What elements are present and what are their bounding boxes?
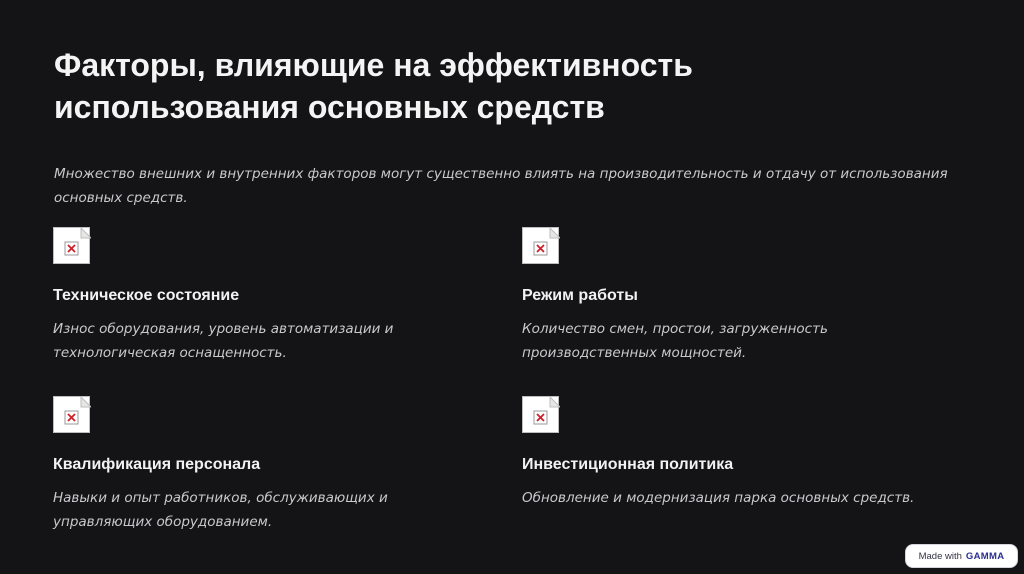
broken-image-icon — [522, 396, 559, 433]
factor-description: Обновление и модернизация парка основных средств. — [522, 490, 915, 506]
factor-title: Режим работы — [522, 287, 638, 304]
broken-image-icon — [53, 396, 90, 433]
gamma-logo: GAMMA — [965, 550, 1005, 562]
broken-image-icon — [53, 227, 90, 264]
factor-title: Инвестиционная политика — [522, 456, 734, 473]
factor-card — [522, 227, 962, 361]
factor-description: Навыки и опыт работников, обслуживающих и управляющих оборудованием. — [53, 490, 388, 530]
badge-prefix: Made with — [918, 550, 962, 562]
broken-image-icon — [522, 227, 559, 264]
slide-title: Факторы, влияющие на эффективность использования основных средств — [54, 47, 693, 125]
factor-description: Количество смен, простои, загруженность производственных мощностей. — [522, 321, 828, 361]
factor-card — [53, 227, 493, 361]
slide-subtitle: Множество внешних и внутренних факторов могут существенно влиять на производительность и отдачу от использования основных средств. — [54, 166, 948, 206]
factor-title: Техническое состояние — [53, 287, 240, 304]
factor-title: Квалификация персонала — [53, 456, 261, 473]
made-with-gamma-badge[interactable] — [905, 544, 1018, 568]
factor-card — [53, 396, 493, 530]
factor-description: Износ оборудования, уровень автоматизации и технологическая оснащенность. — [53, 321, 394, 361]
factor-card — [522, 396, 962, 506]
